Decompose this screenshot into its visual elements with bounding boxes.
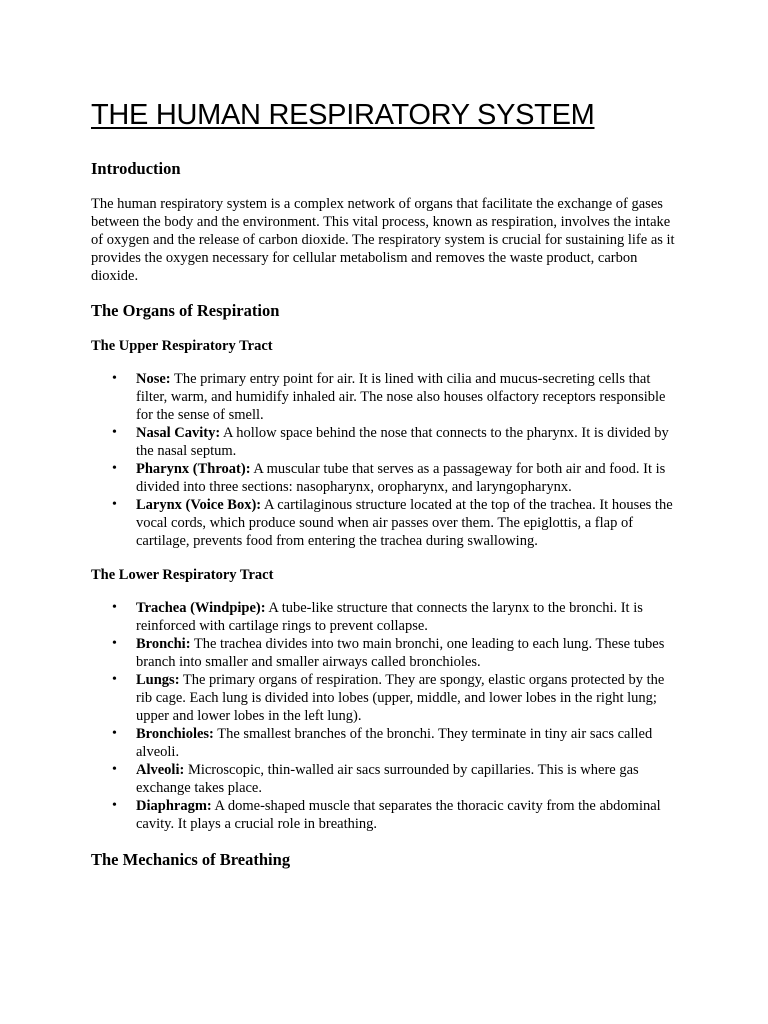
list-item-term: Diaphragm: [136,798,212,814]
list-item-text: A cartilaginous structure located at the top of the trachea. It houses the vocal cords, which produce sound when air passes over them. The epiglottis, a flap of cartilage, prevents food from entering the trachea during swallowing. [136,497,673,549]
list-item [91,761,681,797]
list-item-text: The primary entry point for air. It is lined with cilia and mucus-secreting cells that filter, warm, and humidify inhaled air. The nose also houses olfactory receptors responsible for the sense of smell. [136,371,666,423]
upper-tract-list [91,370,681,550]
list-item-text: A hollow space behind the nose that connects to the pharynx. It is divided by the nasal septum. [136,425,669,459]
list-item-term: Nose: [136,371,171,387]
list-item-text: The smallest branches of the bronchi. They terminate in tiny air sacs called alveoli. [136,726,653,760]
document-title: THE HUMAN RESPIRATORY SYSTEM [91,99,595,131]
list-item-term: Trachea (Windpipe): [136,600,266,616]
list-item [91,424,681,460]
lower-tract-list [91,599,681,833]
bullet-icon: • [112,726,117,741]
list-item [91,635,681,671]
document-body [91,158,681,871]
list-item [91,496,681,550]
list-item-term: Pharynx (Throat): [136,461,251,477]
mechanics-heading: The Mechanics of Breathing [91,850,291,869]
bullet-icon: • [112,425,117,440]
list-item-term: Larynx (Voice Box): [136,497,262,513]
list-item-text: A tube-like structure that connects the larynx to the bronchi. It is reinforced with cartilage rings to prevent collapse. [136,600,643,634]
bullet-icon: • [112,497,117,512]
bullet-icon: • [112,636,117,651]
upper-tract-heading: The Upper Respiratory Tract [91,338,273,354]
bullet-icon: • [112,672,117,687]
list-item [91,725,681,761]
list-item [91,671,681,725]
list-item-term: Bronchioles: [136,726,214,742]
list-item [91,370,681,424]
list-item-text: A muscular tube that serves as a passageway for both air and food. It is divided into three sections: nasopharynx, oropharynx, and laryngopharynx. [136,461,666,495]
list-item [91,797,681,833]
bullet-icon: • [112,461,117,476]
list-item-text: Microscopic, thin-walled air sacs surrounded by capillaries. This is where gas exchange takes place. [136,762,639,796]
list-item [91,599,681,635]
bullet-icon: • [112,798,117,813]
introduction-heading: Introduction [91,159,181,178]
list-item-text: A dome-shaped muscle that separates the thoracic cavity from the abdominal cavity. It plays a crucial role in breathing. [136,798,661,832]
list-item-term: Alveoli: [136,762,185,778]
list-item-term: Nasal Cavity: [136,425,221,441]
list-item-term: Lungs: [136,672,180,688]
lower-tract-heading: The Lower Respiratory Tract [91,567,274,583]
bullet-icon: • [112,762,117,777]
list-item-term: Bronchi: [136,636,191,652]
organs-heading: The Organs of Respiration [91,301,280,320]
list-item-text: The trachea divides into two main bronchi, one leading to each lung. These tubes branch into smaller and smaller airways called bronchioles. [136,636,665,670]
bullet-icon: • [112,600,117,615]
introduction-paragraph: The human respiratory system is a complex network of organs that facilitate the exchange of gases between the body and the environment. This vital process, known as respiration, involves the intake of oxygen and the release of carbon dioxide. The respiratory system is crucial for sustaining life as it provides the oxygen necessary for cellular metabolism and removes the waste product, carbon dioxide. [91,196,675,284]
list-item-text: The primary organs of respiration. They are spongy, elastic organs protected by the rib cage. Each lung is divided into lobes (upper, middle, and lower lobes in the right lung; upper and lower lobes in the left lung). [136,672,665,724]
bullet-icon: • [112,371,117,386]
list-item [91,460,681,496]
